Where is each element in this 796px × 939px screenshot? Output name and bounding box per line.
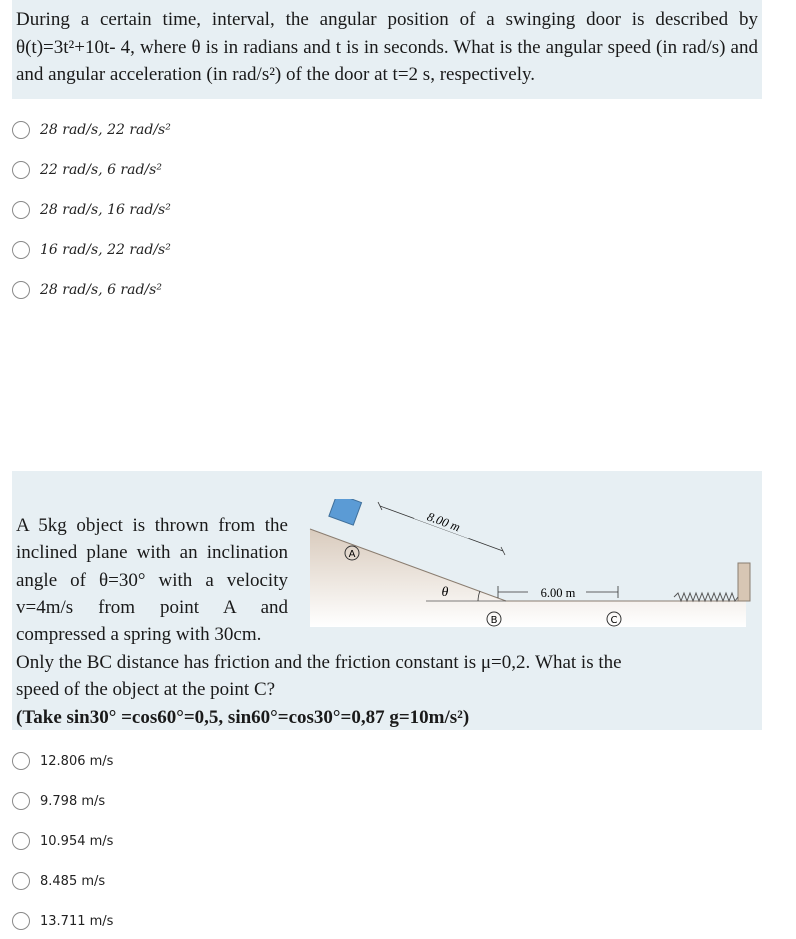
radio-button[interactable] <box>12 281 30 299</box>
option-label: 13.711 m/s <box>40 913 114 929</box>
radio-button[interactable] <box>12 161 30 179</box>
radio-button[interactable] <box>12 872 30 890</box>
option-1c[interactable] <box>12 198 171 222</box>
option-label: 12.806 m/s <box>40 753 114 769</box>
option-1d[interactable] <box>12 238 171 262</box>
point-b-label: B <box>490 615 498 626</box>
option-label: 10.954 m/s <box>40 833 114 849</box>
spring <box>674 593 738 601</box>
radio-button[interactable] <box>12 792 30 810</box>
radio-button[interactable] <box>12 912 30 930</box>
option-label: 22 rad/s, 6 rad/s² <box>40 162 162 178</box>
question-2-line: compressed a spring with 30cm. <box>16 624 262 646</box>
question-1-text: During a certain time, interval, the angular position of a swinging door is described by θ(t)=3t²+10t- 4, where θ is in radians and t is in seconds. What is the angular speed (in rad/s) and and angular acceleration (in rad/s²) of the door at t=2 s, respectively. <box>16 9 758 85</box>
question-2-text-left <box>16 512 288 648</box>
question-2-line: Only the BC distance has friction and the friction constant is μ=0,2. What is the <box>16 652 622 673</box>
radio-button[interactable] <box>12 121 30 139</box>
option-label: 9.798 m/s <box>40 793 106 809</box>
option-label: 28 rad/s, 6 rad/s² <box>40 282 162 298</box>
question-2-line: v=4m/s from point A and <box>16 596 288 618</box>
angle-label: θ <box>441 585 449 600</box>
option-label: 16 rad/s, 22 rad/s² <box>40 242 171 258</box>
option-1b[interactable] <box>12 158 162 182</box>
option-2d[interactable] <box>12 869 105 893</box>
block <box>329 499 362 525</box>
incline-ground <box>310 529 746 627</box>
question-2-line: inclined plane with an inclination <box>16 542 288 564</box>
incline-length-label: 8.00 m <box>425 509 463 535</box>
question-2-given: (Take sin30° =cos60°=0,5, sin60°=cos30°=0,87 g=10m/s²) <box>16 706 470 728</box>
question-2-line: A 5kg object is thrown from the <box>16 515 288 536</box>
question-2-line: speed of the object at the point C? <box>16 679 276 701</box>
option-2b[interactable] <box>12 789 105 813</box>
question-2-line: angle of θ=30° with a velocity <box>16 569 288 591</box>
wall <box>738 563 750 601</box>
incline-spring-diagram <box>298 499 758 629</box>
question-2-box <box>12 471 762 730</box>
flat-length-label: 6.00 m <box>540 586 576 600</box>
option-2e[interactable] <box>12 909 113 933</box>
option-1a[interactable] <box>12 118 171 142</box>
radio-button[interactable] <box>12 241 30 259</box>
option-2c[interactable] <box>12 829 113 853</box>
option-label: 28 rad/s, 22 rad/s² <box>40 122 171 138</box>
radio-button[interactable] <box>12 752 30 770</box>
option-1e[interactable] <box>12 278 162 302</box>
option-label: 8.485 m/s <box>40 873 106 889</box>
point-c-label: C <box>610 615 618 626</box>
question-1-box <box>12 0 762 99</box>
question-2-text-full <box>16 649 756 731</box>
radio-button[interactable] <box>12 201 30 219</box>
radio-button[interactable] <box>12 832 30 850</box>
option-label: 28 rad/s, 16 rad/s² <box>40 202 171 218</box>
point-a-label: A <box>348 549 356 560</box>
option-2a[interactable] <box>12 749 113 773</box>
